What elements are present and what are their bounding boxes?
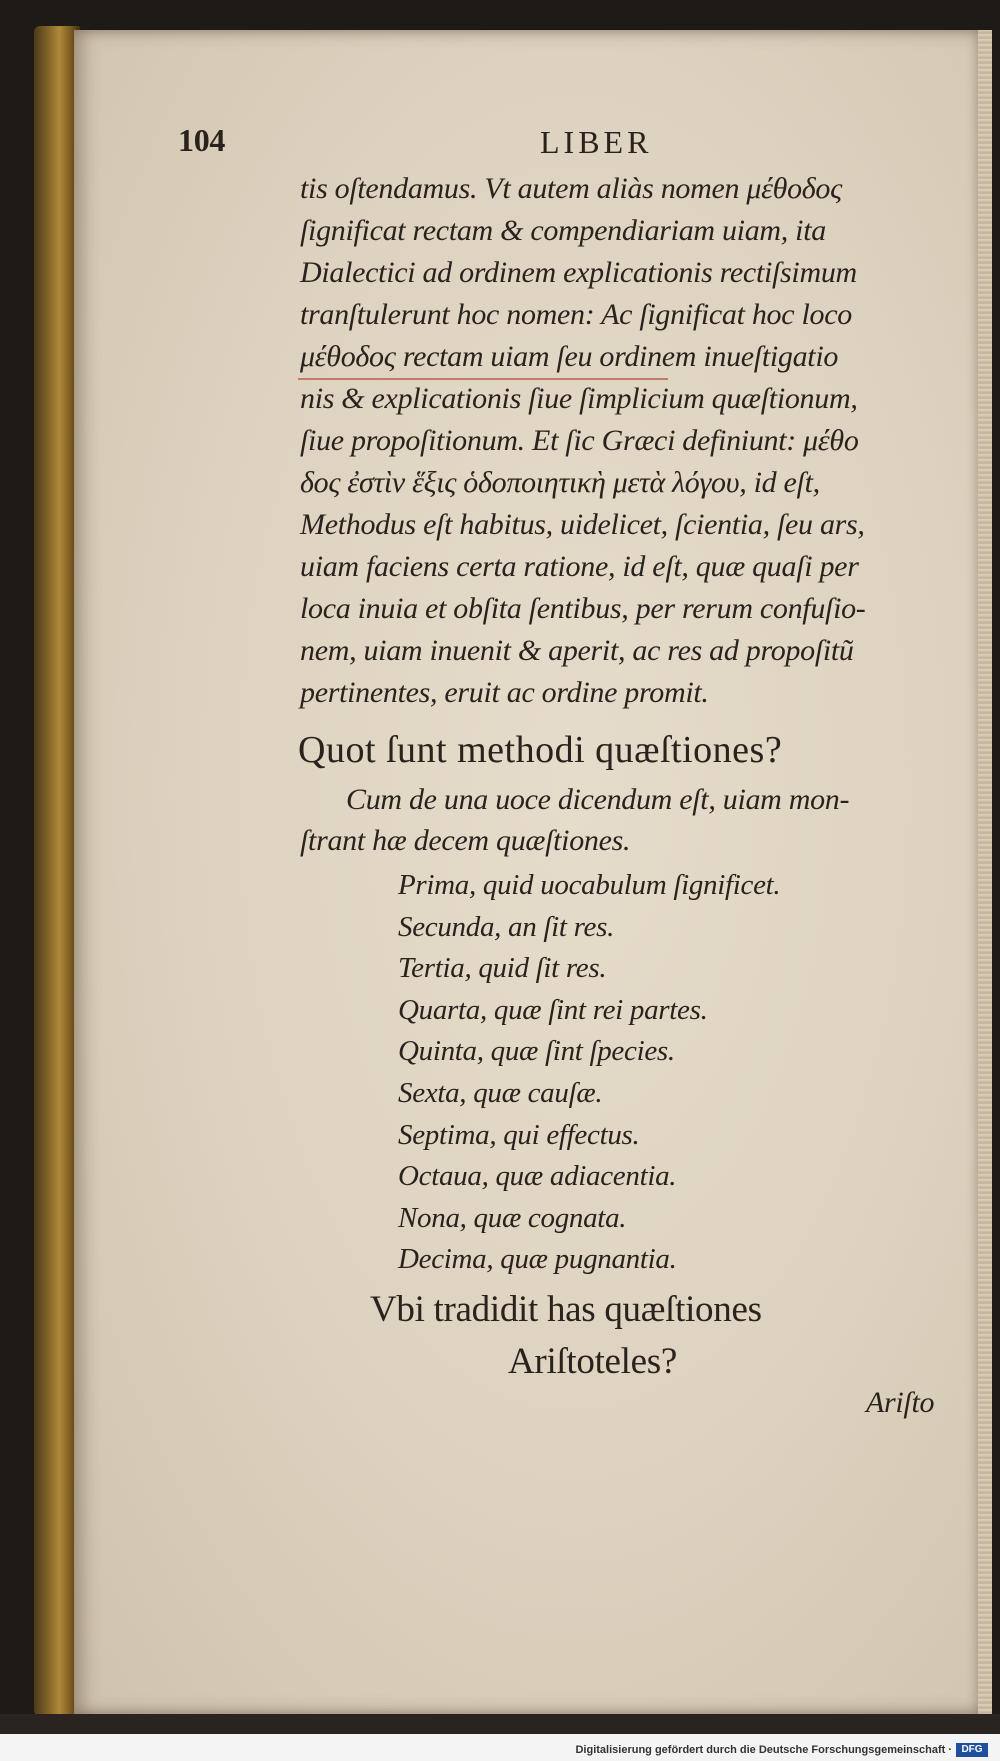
- body-line: μέθοδος rectam uiam ſeu ordinem inueſtigatio: [300, 340, 839, 373]
- body-line: uiam faciens certa ratione, id eſt, quæ quaſi per: [300, 550, 859, 583]
- body-line: loca inuia et obſita ſentibus, per rerum confuſio-: [300, 592, 866, 625]
- list-item: Tertia, quid ſit res.: [398, 952, 607, 985]
- body-line: Dialectici ad ordinem explicationis rectiſsimum: [300, 256, 857, 289]
- dfg-logo: DFG: [956, 1743, 988, 1757]
- body-line: pertinentes, eruit ac ordine promit.: [300, 676, 709, 709]
- list-item: Octaua, quæ adiacentia.: [398, 1160, 677, 1193]
- ink-underline-mark: [298, 378, 668, 380]
- body-line: Methodus eſt habitus, uidelicet, ſcientia, ſeu ars,: [300, 508, 865, 541]
- body-line: nis & explicationis ſiue ſimplicium quæſtionum,: [300, 382, 858, 415]
- question-heading: Quot ſunt methodi quæſtiones?: [298, 729, 783, 771]
- list-item: Secunda, an ſit res.: [398, 910, 615, 943]
- body-line: nem, uiam inuenit & aperit, ac res ad propoſitũ: [300, 634, 854, 667]
- list-item: Decima, quæ pugnantia.: [398, 1243, 677, 1276]
- running-head: LIBER: [540, 124, 653, 160]
- second-heading-line2: Ariſtoteles?: [508, 1341, 678, 1382]
- second-heading-line1: Vbi tradidit has quæſtiones: [370, 1289, 762, 1330]
- footer-credit: Digitalisierung gefördert durch die Deutsche Forschungsgemeinschaft ·: [575, 1744, 952, 1756]
- body-line: tranſtulerunt hoc nomen: Ac ſignificat hoc loco: [300, 298, 852, 331]
- answer-line: Cum de una uoce dicendum eſt, uiam mon-: [346, 783, 850, 816]
- answer-line: ſtrant hæ decem quæſtiones.: [300, 824, 631, 857]
- body-line: δος ἐστὶν ἕξις ὁδοποιητικὴ μετὰ λόγου, id eſt,: [300, 466, 820, 499]
- page-number: 104: [178, 122, 226, 158]
- page-fore-edge: [978, 30, 992, 1714]
- list-item: Quarta, quæ ſint rei partes.: [398, 993, 708, 1026]
- list-item: Sexta, quæ cauſæ.: [398, 1077, 603, 1109]
- list-item: Prima, quid uocabulum ſignificet.: [398, 869, 781, 901]
- body-line: ſiue propoſitionum. Et ſic Græci definiunt: μέθο: [300, 424, 859, 457]
- scan-bottom-band: [0, 1714, 1000, 1734]
- list-item: Quinta, quæ ſint ſpecies.: [398, 1035, 675, 1068]
- body-line: ſignificat rectam & compendiariam uiam, ita: [300, 214, 826, 247]
- catchword: Ariſto: [866, 1386, 935, 1419]
- body-line: tis oſtendamus. Vt autem aliàs nomen μέθοδος: [300, 172, 843, 205]
- list-item: Nona, quæ cognata.: [398, 1201, 627, 1234]
- list-item: Septima, qui effectus.: [398, 1118, 640, 1151]
